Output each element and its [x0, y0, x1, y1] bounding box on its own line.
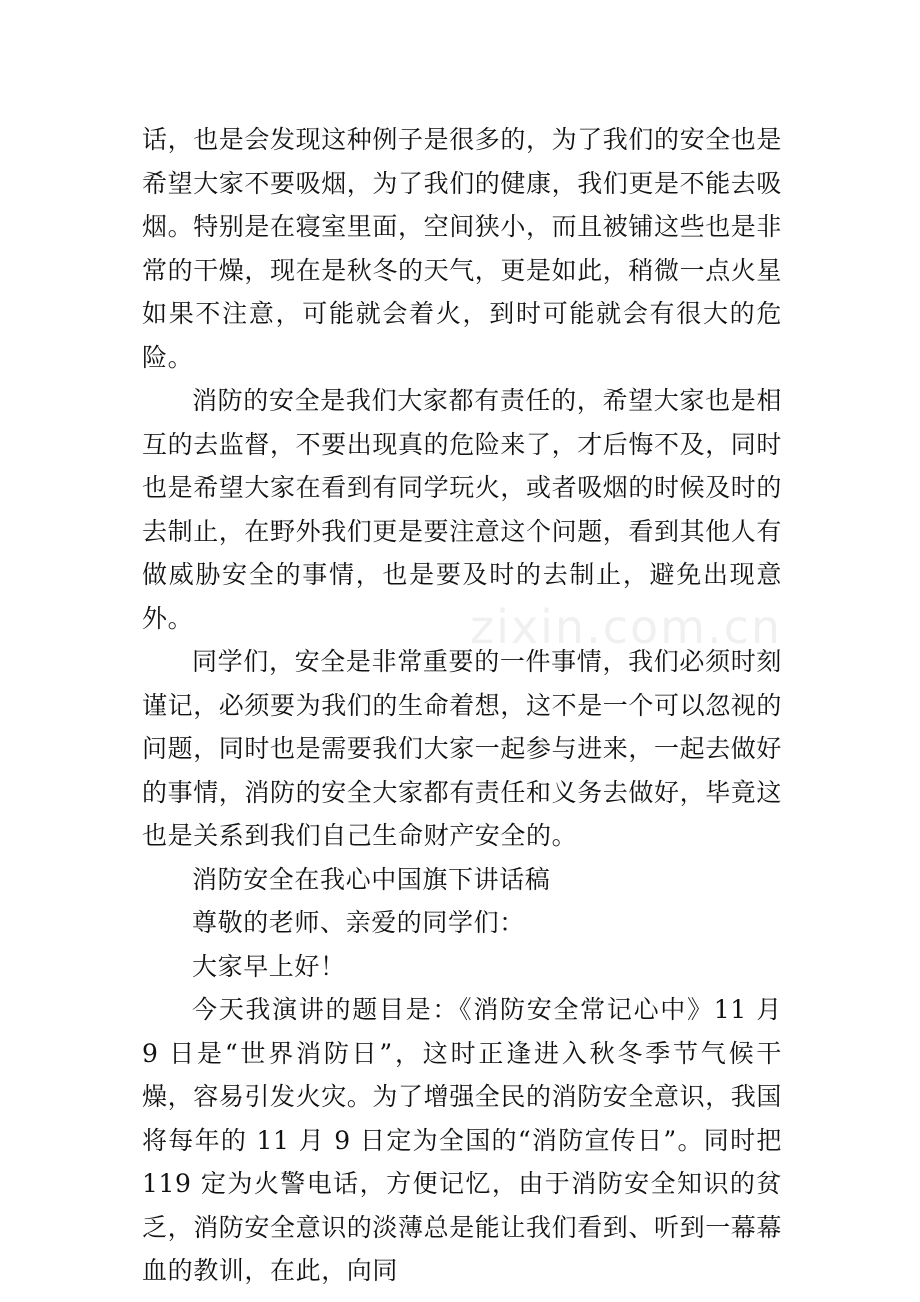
paragraph: 消防的安全是我们大家都有责任的，希望大家也是相互的去监督，不要出现真的危险来了，才后悔不及，同时也是希望大家在看到有同学玩火，或者吸烟的时候及时的去制止，在野外我们更是要注意这个问题，看到其他人有做威胁安全的事情，也是要及时的去制止，避免出现意外。	[142, 386, 783, 633]
salutation: 尊敬的老师、亲爱的同学们：	[192, 908, 525, 937]
document-body	[142, 118, 782, 1293]
paragraph: 同学们，安全是非常重要的一件事情，我们必须时刻谨记，必须要为我们的生命着想，这不是一个可以忽视的问题，同时也是需要我们大家一起参与进来，一起去做好的事情，消防的安全大家都有责任和义务去做好，毕竟这也是关系到我们自己生命财产安全的。	[142, 647, 783, 850]
speech-title: 消防安全在我心中国旗下讲话稿	[192, 864, 551, 894]
paragraph: 今天我演讲的题目是：《消防安全常记心中》11 月 9 日是“世界消防日”，这时正逢进入秋冬季节气候干燥，容易引发火灾。为了增强全民的消防安全意识，我国将每年的 11 月 9 日定为全国的“消防宣传日”。同时把 119 定为火警电话，方便记忆，由于消防安全知识的贫乏，消防安全意识的淡薄总是能让我们看到、听到一幕幕血的教训，在此，向同	[142, 995, 783, 1285]
paragraph-continued: 话，也是会发现这种例子是很多的，为了我们的安全也是希望大家不要吸烟，为了我们的健康，我们更是不能去吸烟。特别是在寝室里面，空间狭小，而且被铺这些也是非常的干燥，现在是秋冬的天气，更是如此，稍微一点火星如果不注意，可能就会着火，到时可能就会有很大的危险。	[142, 125, 783, 372]
greeting: 大家早上好！	[192, 951, 346, 981]
watermark: zixin.com.cn	[470, 600, 783, 654]
